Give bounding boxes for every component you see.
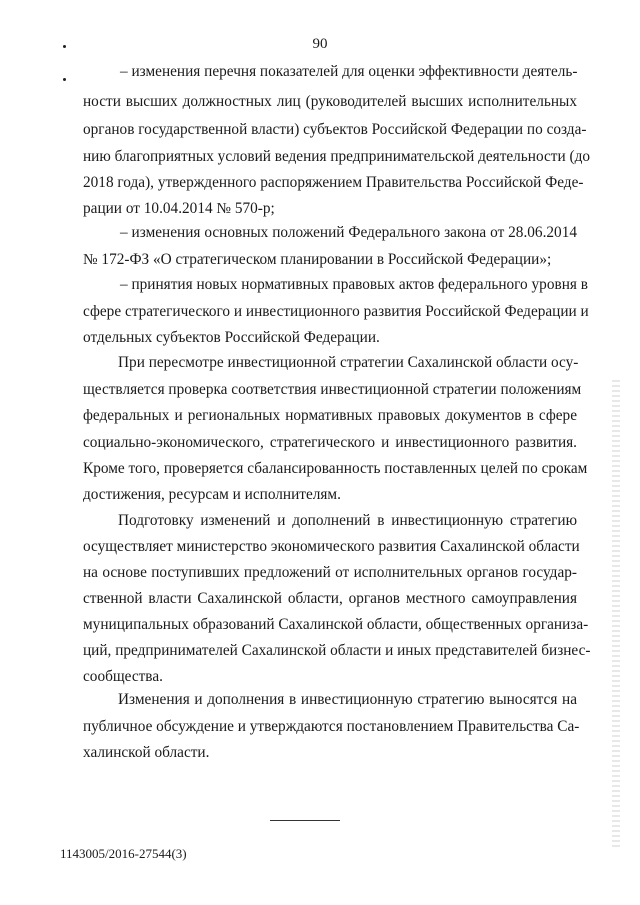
text-line: – изменения перечня показателей для оценки эффективности деятель- [120,63,578,80]
text-line: рации от 10.04.2014 № 570-р; [83,200,275,217]
text-line: нию благоприятных условий ведения предпринимательской деятельности (до [83,148,591,165]
page-number: 90 [312,36,328,52]
scan-dot-mark [63,45,66,48]
text-line: – изменения основных положений Федерального закона от 28.06.2014 [120,224,577,241]
text-line: осуществляет министерство экономического развития Сахалинской области [83,538,580,555]
text-line: ций, предпринимателей Сахалинской области и иных представителей бизнес- [83,642,591,659]
text-line: достижения, ресурсам и исполнителям. [83,486,341,503]
footer-divider [270,820,340,821]
text-line: ственной власти Сахалинской области, органов местного самоуправления [83,590,577,607]
text-line: органов государственной власти) субъектов Российской Федерации по созда- [83,121,587,138]
text-line: халинской области. [83,744,210,761]
text-line: сфере стратегического и инвестиционного развития Российской Федерации и [83,303,589,320]
text-line: сообщества. [83,668,163,685]
text-line: публичное обсуждение и утверждаются постановлением Правительства Са- [83,718,580,735]
text-line: муниципальных образований Сахалинской области, общественных организа- [83,616,589,633]
text-line: Подготовку изменений и дополнений в инвестиционную стратегию [118,512,577,529]
text-line: 2018 года), утвержденного распоряжением Правительства Российской Феде- [83,174,584,191]
text-line: ности высших должностных лиц (руководителей высших исполнительных [83,93,577,110]
scan-edge-artifact [612,380,620,850]
text-line: При пересмотре инвестиционной стратегии Сахалинской области осу- [118,354,579,371]
text-line: на основе поступивших предложений от исполнительных органов государ- [83,564,577,581]
text-line: – принятия новых нормативных правовых актов федерального уровня в [120,276,588,293]
document-code: 1143005/2016-27544(3) [60,846,187,861]
text-line: федеральных и региональных нормативных правовых документов в сфере [83,407,577,424]
text-line: Изменения и дополнения в инвестиционную стратегию выносятся на [118,691,577,708]
text-line: Кроме того, проверяется сбалансированность поставленных целей по срокам [83,460,588,477]
scan-dot-mark [63,78,66,81]
text-line: № 172-ФЗ «О стратегическом планировании в Российской Федерации»; [83,251,552,268]
text-line: социально-экономического, стратегического и инвестиционного развития. [83,434,577,451]
text-line: отдельных субъектов Российской Федерации. [83,329,380,346]
text-line: ществляется проверка соответствия инвестиционной стратегии положениям [83,381,582,398]
